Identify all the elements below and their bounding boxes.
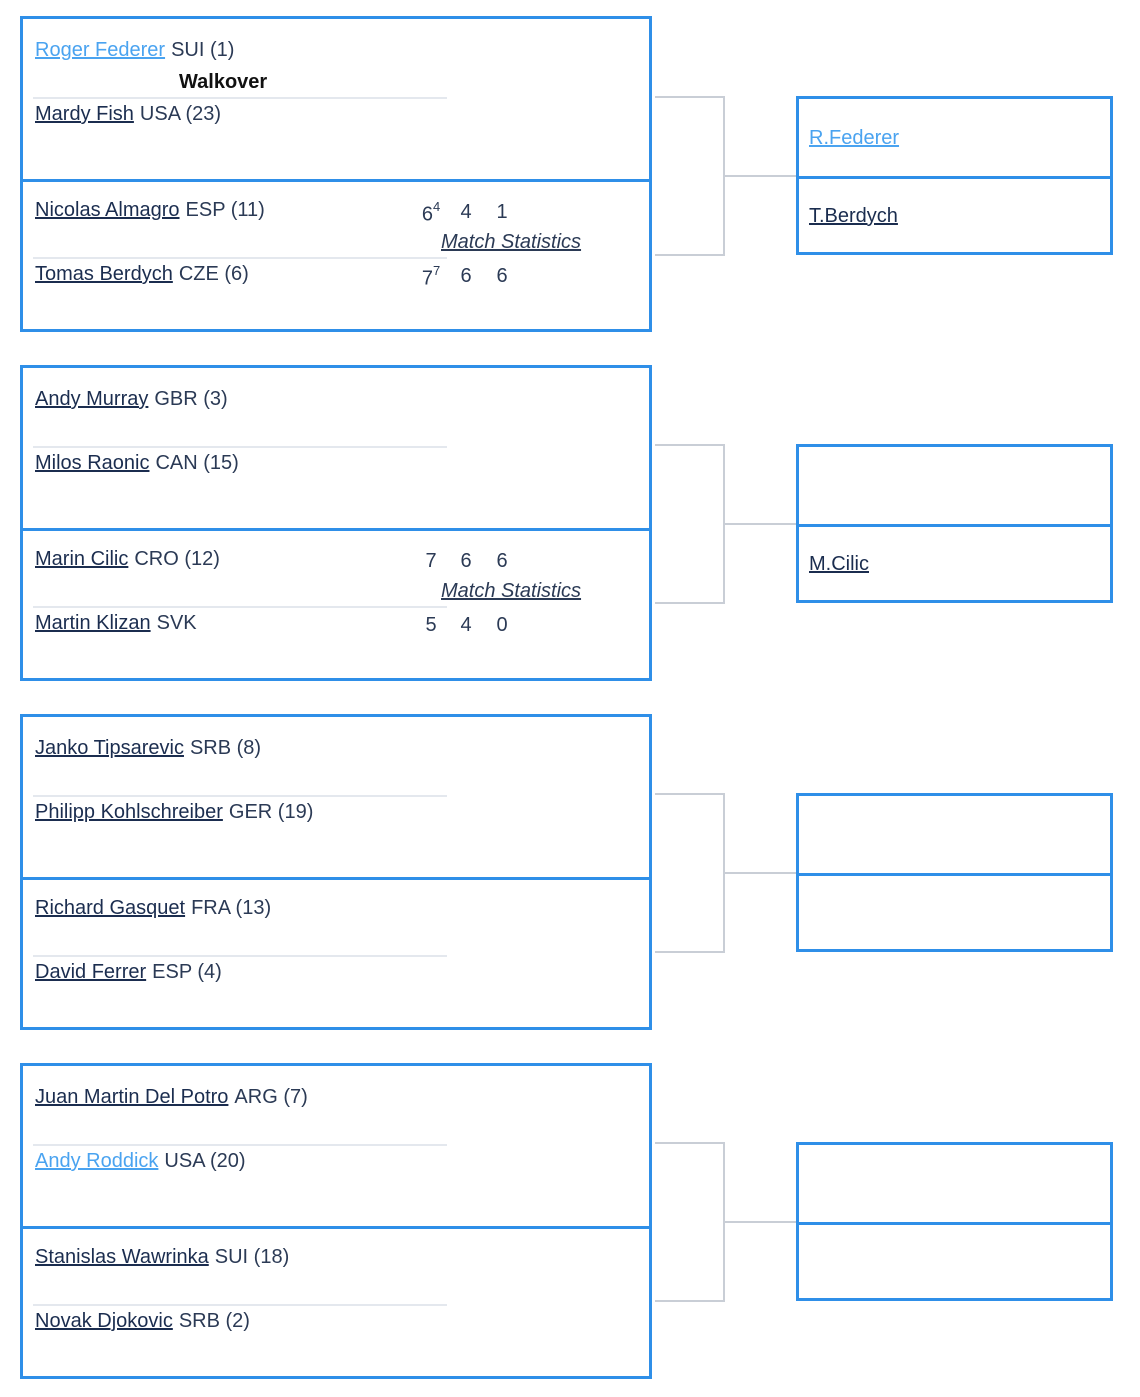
player-meta: GBR (3) <box>154 388 228 410</box>
player-row <box>35 1150 246 1173</box>
match-8 <box>23 1226 649 1379</box>
match-2 <box>23 179 649 332</box>
match-statistics-link[interactable]: Match Statistics <box>441 580 582 602</box>
player-meta: SRB (8) <box>189 737 262 759</box>
player-row <box>35 1086 308 1109</box>
next-round-slot <box>799 525 1110 602</box>
player-meta: CZE (6) <box>178 263 249 285</box>
player-meta: CRO (12) <box>134 548 220 570</box>
next-round-match-1 <box>796 96 1113 255</box>
bracket-connector <box>655 96 725 256</box>
winner-link[interactable]: M.Cilic <box>809 553 869 575</box>
bracket-connector <box>655 793 725 953</box>
set-score: 6 <box>496 550 508 572</box>
player-row <box>35 612 197 635</box>
set-score: 6 <box>460 265 472 287</box>
bracket-connector-line <box>724 523 796 525</box>
next-round-slot <box>799 796 1110 876</box>
row-divider <box>33 955 447 957</box>
player-link[interactable]: Andy Murray <box>35 388 149 410</box>
bracket-connector-line <box>724 175 796 177</box>
bracket-connector <box>655 1142 725 1302</box>
player-meta: SRB (2) <box>178 1310 250 1332</box>
set-score: 6 <box>496 265 508 287</box>
player-row <box>35 961 222 984</box>
match-1 <box>23 19 649 182</box>
player-row <box>35 39 234 62</box>
player-meta: ESP (4) <box>152 961 222 983</box>
bracket-connector <box>655 444 725 604</box>
player-row <box>35 897 271 920</box>
player-row <box>35 737 261 760</box>
winner-link[interactable]: T.Berdych <box>809 205 898 227</box>
player-link[interactable]: David Ferrer <box>35 961 147 983</box>
set-score: 0 <box>496 614 508 636</box>
section-group-1 <box>20 16 652 332</box>
player-link[interactable]: Stanislas Wawrinka <box>35 1246 209 1268</box>
player-row <box>35 548 220 571</box>
bracket-connector-line <box>724 872 796 874</box>
row-divider <box>33 97 447 99</box>
player-row <box>35 452 239 475</box>
set-score: 4 <box>460 201 472 223</box>
player-meta: ESP (11) <box>185 199 265 221</box>
player-row <box>35 199 265 222</box>
player-meta: USA (20) <box>164 1150 246 1172</box>
row-divider <box>33 795 447 797</box>
set-score: $7^7$ <box>421 263 441 290</box>
player-link[interactable]: Philipp Kohlschreiber <box>35 801 223 823</box>
next-round-slot <box>799 99 1110 179</box>
set-score: 1 <box>496 201 508 223</box>
row-divider <box>33 257 447 259</box>
row-divider <box>33 606 447 608</box>
player-link[interactable]: Andy Roddick <box>35 1150 159 1172</box>
match-5 <box>23 717 649 880</box>
match-3 <box>23 368 649 531</box>
next-round-slot <box>799 1145 1110 1225</box>
player-link[interactable]: Janko Tipsarevic <box>35 737 184 759</box>
player-meta: SUI (1) <box>171 39 235 61</box>
player-meta: SVK <box>156 612 197 634</box>
player-link[interactable]: Mardy Fish <box>35 103 134 125</box>
player-meta: GER (19) <box>228 801 314 823</box>
set-score: 5 <box>425 614 437 636</box>
set-score: 6 <box>460 550 472 572</box>
next-round-slot <box>799 874 1110 951</box>
row-divider <box>33 1144 447 1146</box>
section-group-2 <box>20 365 652 681</box>
player-meta: SUI (18) <box>214 1246 290 1268</box>
player-meta: ARG (7) <box>234 1086 308 1108</box>
set-score: 7 <box>425 550 437 572</box>
player-link[interactable]: Nicolas Almagro <box>35 199 180 221</box>
match-statistics-link[interactable]: Match Statistics <box>441 231 582 253</box>
player-link[interactable]: Tomas Berdych <box>35 263 173 285</box>
player-row <box>35 103 221 126</box>
row-divider <box>33 446 447 448</box>
next-round-slot <box>799 1223 1110 1300</box>
player-row <box>35 388 228 411</box>
player-link[interactable]: Richard Gasquet <box>35 897 186 919</box>
match-6 <box>23 877 649 1030</box>
next-round-match-2 <box>796 444 1113 603</box>
player-meta: CAN (15) <box>155 452 239 474</box>
player-row <box>35 801 313 824</box>
next-round-match-4 <box>796 1142 1113 1301</box>
winner-link[interactable]: R.Federer <box>809 127 900 149</box>
next-round-slot <box>799 447 1110 527</box>
player-link[interactable]: Roger Federer <box>35 39 166 61</box>
bracket-connector-line <box>724 1221 796 1223</box>
section-group-3 <box>20 714 652 1030</box>
set-score: $6^4$ <box>421 199 441 226</box>
player-row <box>35 263 249 286</box>
player-link[interactable]: Martin Klizan <box>35 612 151 634</box>
player-link[interactable]: Milos Raonic <box>35 452 150 474</box>
player-row <box>35 1310 250 1333</box>
next-round-slot <box>799 177 1110 254</box>
row-divider <box>33 1304 447 1306</box>
player-link[interactable]: Marin Cilic <box>35 548 129 570</box>
next-round-match-3 <box>796 793 1113 952</box>
match-4 <box>23 528 649 681</box>
player-meta: USA (23) <box>139 103 222 125</box>
match-7 <box>23 1066 649 1229</box>
player-link[interactable]: Juan Martin Del Potro <box>35 1086 229 1108</box>
player-link[interactable]: Novak Djokovic <box>35 1310 173 1332</box>
player-meta: FRA (13) <box>191 897 272 919</box>
walkover-label: Walkover <box>179 71 268 93</box>
section-group-4 <box>20 1063 652 1379</box>
set-score: 4 <box>460 614 472 636</box>
player-row <box>35 1246 289 1269</box>
